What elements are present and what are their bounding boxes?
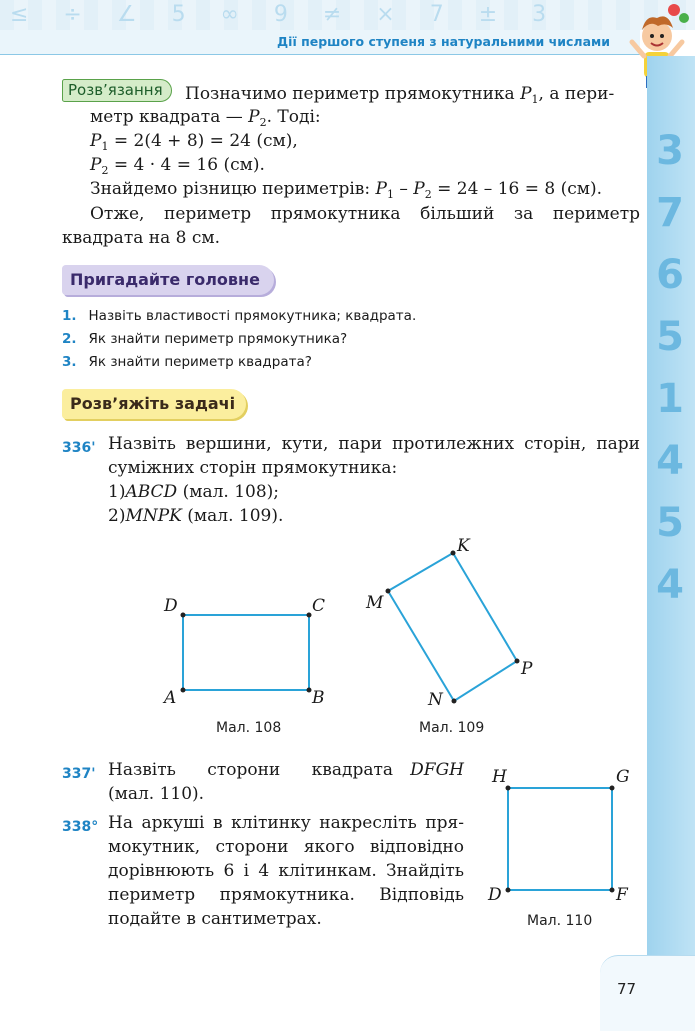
figure-110-caption: Мал. 110 [527, 913, 593, 929]
perimeter-var: P [375, 179, 387, 199]
task-338-line-3: дорівнюють 6 і 4 клітинкам. Знайдіть [108, 861, 464, 881]
tasks-badge-label: Розв’яжіть задачі [70, 394, 236, 413]
task-difficulty-mark: ' [91, 440, 96, 456]
perimeter-subscript: 2 [424, 188, 432, 201]
conclusion-line-1: Отже, периметр прямокутника більший за периметр [90, 204, 640, 224]
perimeter-var: P [248, 107, 260, 127]
question-text: Назвіть властивості прямокутника; квадрата. [88, 308, 417, 324]
question-number: 2. [62, 331, 77, 347]
label-p: P [521, 659, 533, 679]
figure-ref: (мал. 108); [182, 482, 279, 502]
perimeter-var: P [413, 179, 425, 199]
mascot-eye-right [660, 34, 664, 38]
side-decor-glyphs: 3 7 6 5 1 4 5 4 [656, 128, 684, 608]
task-difficulty-mark: ° [91, 819, 99, 835]
vertex-g [610, 786, 615, 791]
mascot-ball-green [679, 13, 689, 23]
task-336-number [62, 437, 96, 456]
solution-line2-text: метр квадрата — [90, 107, 243, 127]
tasks-badge [62, 389, 246, 419]
solution-line2-end: . Тоді: [266, 107, 321, 127]
figure-ref: (мал. 109). [187, 506, 284, 526]
perimeter-subscript: 1 [386, 188, 394, 201]
task-338-number [62, 816, 98, 835]
figure-name: DFGH [410, 760, 464, 780]
page-number-tab [600, 955, 695, 1031]
vertex-n [452, 699, 457, 704]
task-number: 338 [62, 819, 92, 835]
item-number: 1) [108, 482, 126, 502]
conclusion-line-2: квадрата на 8 см. [62, 228, 220, 248]
difference-result: = 24 – 16 = 8 (см). [437, 179, 603, 199]
recall-badge [62, 265, 274, 295]
label-m: M [366, 593, 384, 613]
page-number: 77 [617, 980, 637, 998]
running-title: Дії першого ступеня з натуральними числами [277, 34, 610, 49]
vertex-d [181, 613, 186, 618]
task-337-line-2: (мал. 110). [108, 784, 205, 804]
label-c: C [312, 596, 326, 616]
figure-110-square [495, 775, 625, 900]
label-k: K [457, 536, 470, 556]
label-f: F [616, 885, 628, 905]
figure-109-caption: Мал. 109 [419, 720, 485, 736]
vertex-d [506, 888, 511, 893]
task-337-text-part: Назвіть сторони квадрата [108, 760, 394, 780]
recall-question-2 [62, 331, 347, 347]
figure-name: ABCD [125, 482, 178, 502]
vertex-k [451, 551, 456, 556]
vertex-a [181, 688, 186, 693]
item-number: 2) [108, 506, 126, 526]
recall-badge-label: Пригадайте головне [70, 270, 260, 289]
task-336-line-2: суміжних сторін прямокутника: [108, 458, 398, 478]
vertex-m [386, 589, 391, 594]
perimeter-subscript: 1 [531, 93, 539, 106]
perimeter-var: P [90, 131, 102, 151]
mascot-ball-red [668, 4, 680, 16]
task-336-item-2 [108, 505, 283, 528]
label-d: D [488, 885, 502, 905]
task-number: 337 [62, 766, 92, 782]
minus-sign: – [399, 179, 408, 199]
mascot-eye-left [650, 34, 654, 38]
task-336-item-1 [108, 481, 279, 504]
task-336-line-1: Назвіть вершини, кути, пари протилежних сторін, пари [108, 434, 640, 454]
solution-badge: Розв’язання [62, 79, 172, 102]
task-337-number [62, 763, 96, 782]
label-h: H [492, 767, 507, 787]
perimeter-subscript: 1 [101, 140, 109, 153]
equation-1-rest: = 2(4 + 8) = 24 (см), [113, 131, 298, 151]
figure-name: MNPK [125, 506, 182, 526]
top-decor-glyphs: ≤ ÷ ∠ 5 ∞ 9 ≠ × 7 ± 3 [10, 2, 561, 27]
question-text: Як знайти периметр квадрата? [88, 354, 312, 370]
equation-2-rest: = 4 · 4 = 16 (см). [113, 155, 265, 175]
task-number: 336 [62, 440, 92, 456]
perimeter-var: P [520, 84, 532, 104]
task-difficulty-mark: ' [91, 766, 96, 782]
difference-text: Знайдемо різницю периметрів: [90, 179, 371, 199]
task-338-line-4: периметр прямокутника. Відповідь [108, 885, 464, 905]
label-a: A [164, 688, 177, 708]
mascot-arm-left [632, 42, 644, 56]
task-338-line-2: мокутник, сторони якого відповідно [108, 837, 464, 857]
label-g: G [616, 767, 630, 787]
solution-line1-text: Позначимо периметр прямокутника [185, 84, 515, 104]
mascot-arm-right [670, 42, 682, 56]
perimeter-var: P [90, 155, 102, 175]
label-b: B [312, 688, 325, 708]
square-dfgh [508, 788, 612, 890]
figure-109-rectangle [370, 540, 540, 710]
solution-line1-end: , а пери- [538, 84, 615, 104]
question-number: 1. [62, 308, 77, 324]
vertex-p [515, 659, 520, 664]
figure-108-caption: Мал. 108 [216, 720, 282, 736]
rectangle-mnpk [388, 553, 517, 701]
vertex-b [307, 688, 312, 693]
question-number: 3. [62, 354, 77, 370]
recall-question-1 [62, 308, 416, 324]
perimeter-subscript: 2 [259, 116, 267, 129]
perimeter-subscript: 2 [101, 164, 109, 177]
vertex-f [610, 888, 615, 893]
label-d: D [164, 596, 178, 616]
rectangle-abcd [183, 615, 309, 690]
task-338-line-1: На аркуші в клітинку накресліть пря- [108, 813, 464, 833]
task-337-line-1 [108, 759, 464, 782]
difference-line [90, 178, 602, 206]
question-text: Як знайти периметр прямокутника? [88, 331, 348, 347]
recall-question-3 [62, 354, 312, 370]
task-338-line-5: подайте в сантиметрах. [108, 909, 322, 929]
label-n: N [428, 690, 443, 710]
vertex-c [307, 613, 312, 618]
